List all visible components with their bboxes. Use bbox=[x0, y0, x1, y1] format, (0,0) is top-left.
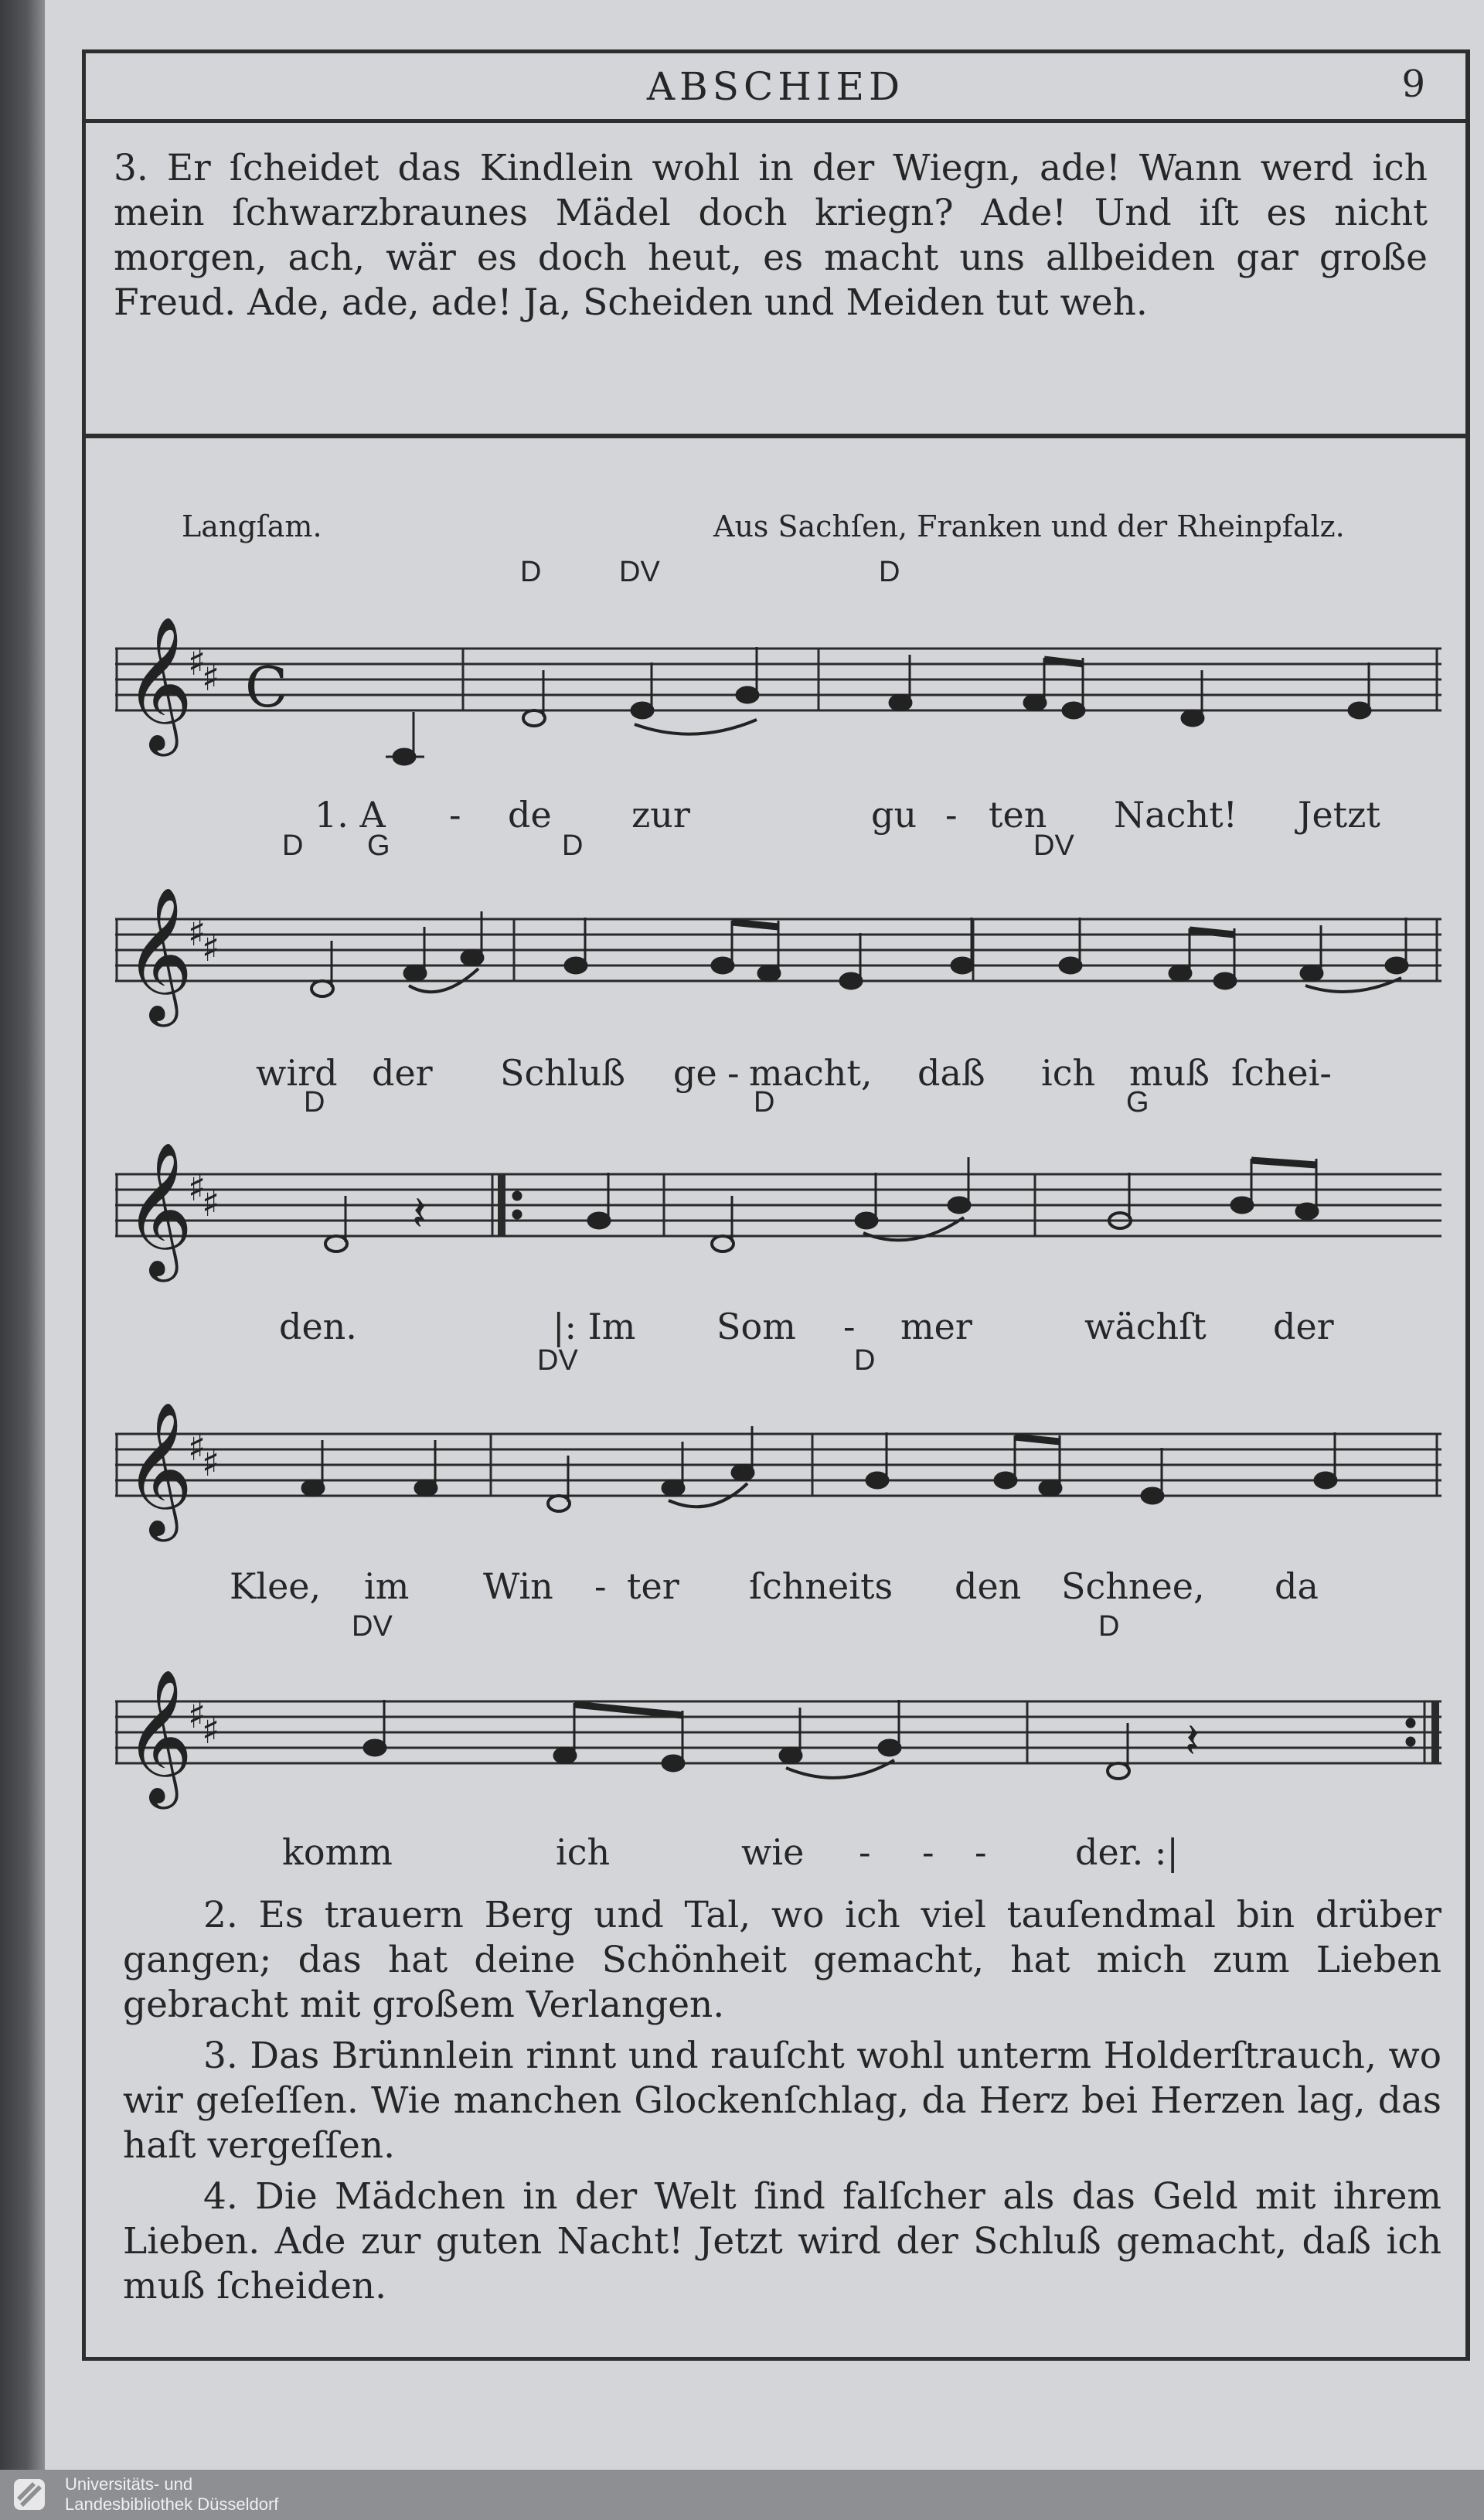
verse-4: 4. Die Mädchen in der Welt ſind falſcher als das Geld mit ihrem Lieben. Ade zur guten Nacht! Jetzt wird der Schluß gemacht, daß ich muß ſcheiden. bbox=[123, 2175, 1441, 2307]
lyric-syllable: - bbox=[727, 1052, 740, 1094]
sharp-icon: ♯ bbox=[202, 1442, 220, 1485]
lyric-syllable: - bbox=[859, 1831, 871, 1873]
lyric-syllable: Som bbox=[716, 1306, 796, 1347]
lyric-syllable: ten bbox=[989, 794, 1047, 836]
lyric-syllable: gu bbox=[871, 794, 917, 836]
library-credit-line-2: Landesbibliothek Düsseldorf bbox=[65, 2494, 279, 2514]
lyric-syllable: - bbox=[449, 794, 461, 836]
lyric-syllable: Klee, bbox=[230, 1565, 322, 1607]
sharp-icon: ♯ bbox=[202, 656, 220, 700]
lyric-syllable: ge bbox=[673, 1052, 717, 1094]
lyric-syllable: daß bbox=[917, 1052, 985, 1094]
lyric-syllable: 1. A bbox=[315, 794, 386, 836]
lyric-syllable: Schnee, bbox=[1061, 1565, 1205, 1607]
treble-clef-icon: 𝄞 bbox=[124, 887, 193, 1021]
lyric-syllable: Win bbox=[483, 1565, 553, 1607]
lyric-syllable: ſchneits bbox=[749, 1565, 893, 1607]
chord-label: D bbox=[304, 1086, 325, 1119]
remaining-verses bbox=[123, 1893, 1441, 2315]
lyric-syllable: mer bbox=[900, 1306, 972, 1347]
lyric-syllable: Schluß bbox=[500, 1052, 625, 1094]
chord-label: DV bbox=[1033, 829, 1074, 862]
lyric-syllable: - bbox=[922, 1831, 934, 1873]
verse-3: 3. Das Brünnlein rinnt und rauſcht wohl unterm Holderſtrauch, wo wir geſeſſen. Wie manchen Glockenſchlag, da Herz bei Herzen lag, das haſt vergeſſen. bbox=[123, 2035, 1441, 2167]
lyric-syllable: ich bbox=[556, 1831, 611, 1873]
page-title: ABSCHIED bbox=[646, 64, 905, 109]
lyric-syllable: - bbox=[843, 1306, 856, 1347]
lyric-syllable: im bbox=[364, 1565, 410, 1607]
chord-label: DV bbox=[352, 1610, 393, 1643]
library-footer-bar bbox=[0, 2470, 1484, 2520]
lyric-syllable: wie bbox=[741, 1831, 805, 1873]
sharp-icon: ♯ bbox=[188, 1166, 206, 1210]
lyric-syllable: |: Im bbox=[553, 1306, 636, 1347]
lyric-syllable: macht, bbox=[749, 1052, 873, 1094]
ulb-logo-icon bbox=[11, 2476, 48, 2513]
music-staff-2 bbox=[115, 865, 1441, 1035]
treble-clef-icon: 𝄞 bbox=[124, 1669, 193, 1803]
page-frame bbox=[82, 49, 1470, 2361]
lyric-syllable: der bbox=[372, 1052, 433, 1094]
verse-3-top: 3. Er ſcheidet das Kindlein wohl in der Wiegn, ade! Wann werd ich mein ſchwarzbraunes Mädel doch kriegn? Ade! Und iſt es nicht morgen, ach, wär es doch heut, es macht uns allbeiden gar große Freud. Ade, ade, ade! Ja, Scheiden und Meiden tut weh. bbox=[114, 147, 1428, 324]
lyric-syllable: ſchei- bbox=[1231, 1052, 1332, 1094]
music-staff-5 bbox=[115, 1647, 1441, 1817]
lyric-syllable: Nacht! bbox=[1114, 794, 1238, 836]
sharp-icon: ♯ bbox=[202, 1182, 220, 1225]
chord-label: G bbox=[367, 829, 390, 862]
section-divider bbox=[86, 434, 1465, 438]
chord-label: D bbox=[854, 1344, 876, 1377]
sharp-icon: ♯ bbox=[188, 911, 206, 955]
verse-2: 2. Es trauern Berg und Tal, wo ich viel tauſendmal bin drüber gangen; das hat deine Schönheit gemacht, hat mich zum Lieben gebracht mit großem Verlangen. bbox=[123, 1894, 1441, 2026]
tempo-marking: Langſam. bbox=[182, 509, 322, 543]
lyric-syllable: da bbox=[1275, 1565, 1319, 1607]
lyric-syllable: de bbox=[508, 794, 552, 836]
sharp-icon: ♯ bbox=[188, 1426, 206, 1469]
chord-label: D bbox=[282, 829, 304, 862]
lyric-syllable: zur bbox=[631, 794, 690, 836]
chord-label: G bbox=[1126, 1086, 1149, 1119]
chord-label: D bbox=[520, 556, 542, 588]
library-credit-line-1: Universitäts- und bbox=[65, 2474, 193, 2494]
quarter-rest-icon: 𝄽 bbox=[412, 1185, 427, 1241]
lyric-syllable: - bbox=[975, 1831, 987, 1873]
book-page bbox=[45, 0, 1484, 2470]
lyric-syllable: muß bbox=[1129, 1052, 1210, 1094]
sharp-icon: ♯ bbox=[202, 1709, 220, 1752]
lyric-syllable: wächſt bbox=[1084, 1306, 1207, 1347]
page-header bbox=[86, 53, 1465, 123]
lyric-syllable: ich bbox=[1041, 1052, 1096, 1094]
library-credit bbox=[65, 2474, 278, 2515]
lyric-syllable: Jetzt bbox=[1298, 794, 1380, 836]
chord-label: D bbox=[754, 1086, 775, 1119]
chord-label: D bbox=[562, 829, 584, 862]
lyric-syllable: der. :| bbox=[1075, 1831, 1179, 1873]
treble-clef-icon: 𝄞 bbox=[124, 1401, 193, 1536]
chord-label: D bbox=[879, 556, 900, 588]
quarter-rest-icon: 𝄽 bbox=[1185, 1712, 1200, 1769]
lyric-syllable: ter bbox=[627, 1565, 679, 1607]
music-staff-4 bbox=[115, 1380, 1441, 1550]
common-time-icon: C bbox=[245, 655, 288, 720]
chord-label: DV bbox=[619, 556, 660, 588]
lyric-syllable: den bbox=[955, 1565, 1022, 1607]
lyric-syllable: den. bbox=[279, 1306, 357, 1347]
lyric-syllable: - bbox=[945, 794, 958, 836]
page-number: 9 bbox=[1401, 63, 1425, 106]
lyric-syllable: der bbox=[1273, 1306, 1334, 1347]
book-spine bbox=[0, 0, 45, 2470]
sharp-icon: ♯ bbox=[188, 1694, 206, 1737]
treble-clef-icon: 𝄞 bbox=[124, 616, 193, 751]
sharp-icon: ♯ bbox=[202, 927, 220, 970]
chord-label: D bbox=[1098, 1610, 1120, 1643]
music-staff-3 bbox=[115, 1120, 1441, 1290]
lyric-syllable: - bbox=[594, 1565, 607, 1607]
lyric-syllable: komm bbox=[282, 1831, 393, 1873]
treble-clef-icon: 𝄞 bbox=[124, 1142, 193, 1276]
lyric-syllable: wird bbox=[256, 1052, 338, 1094]
sharp-icon: ♯ bbox=[188, 641, 206, 684]
chord-label: DV bbox=[537, 1344, 578, 1377]
music-staff-1 bbox=[115, 594, 1441, 780]
song-origin: Aus Sachſen, Franken und der Rheinpfalz. bbox=[713, 509, 1345, 543]
